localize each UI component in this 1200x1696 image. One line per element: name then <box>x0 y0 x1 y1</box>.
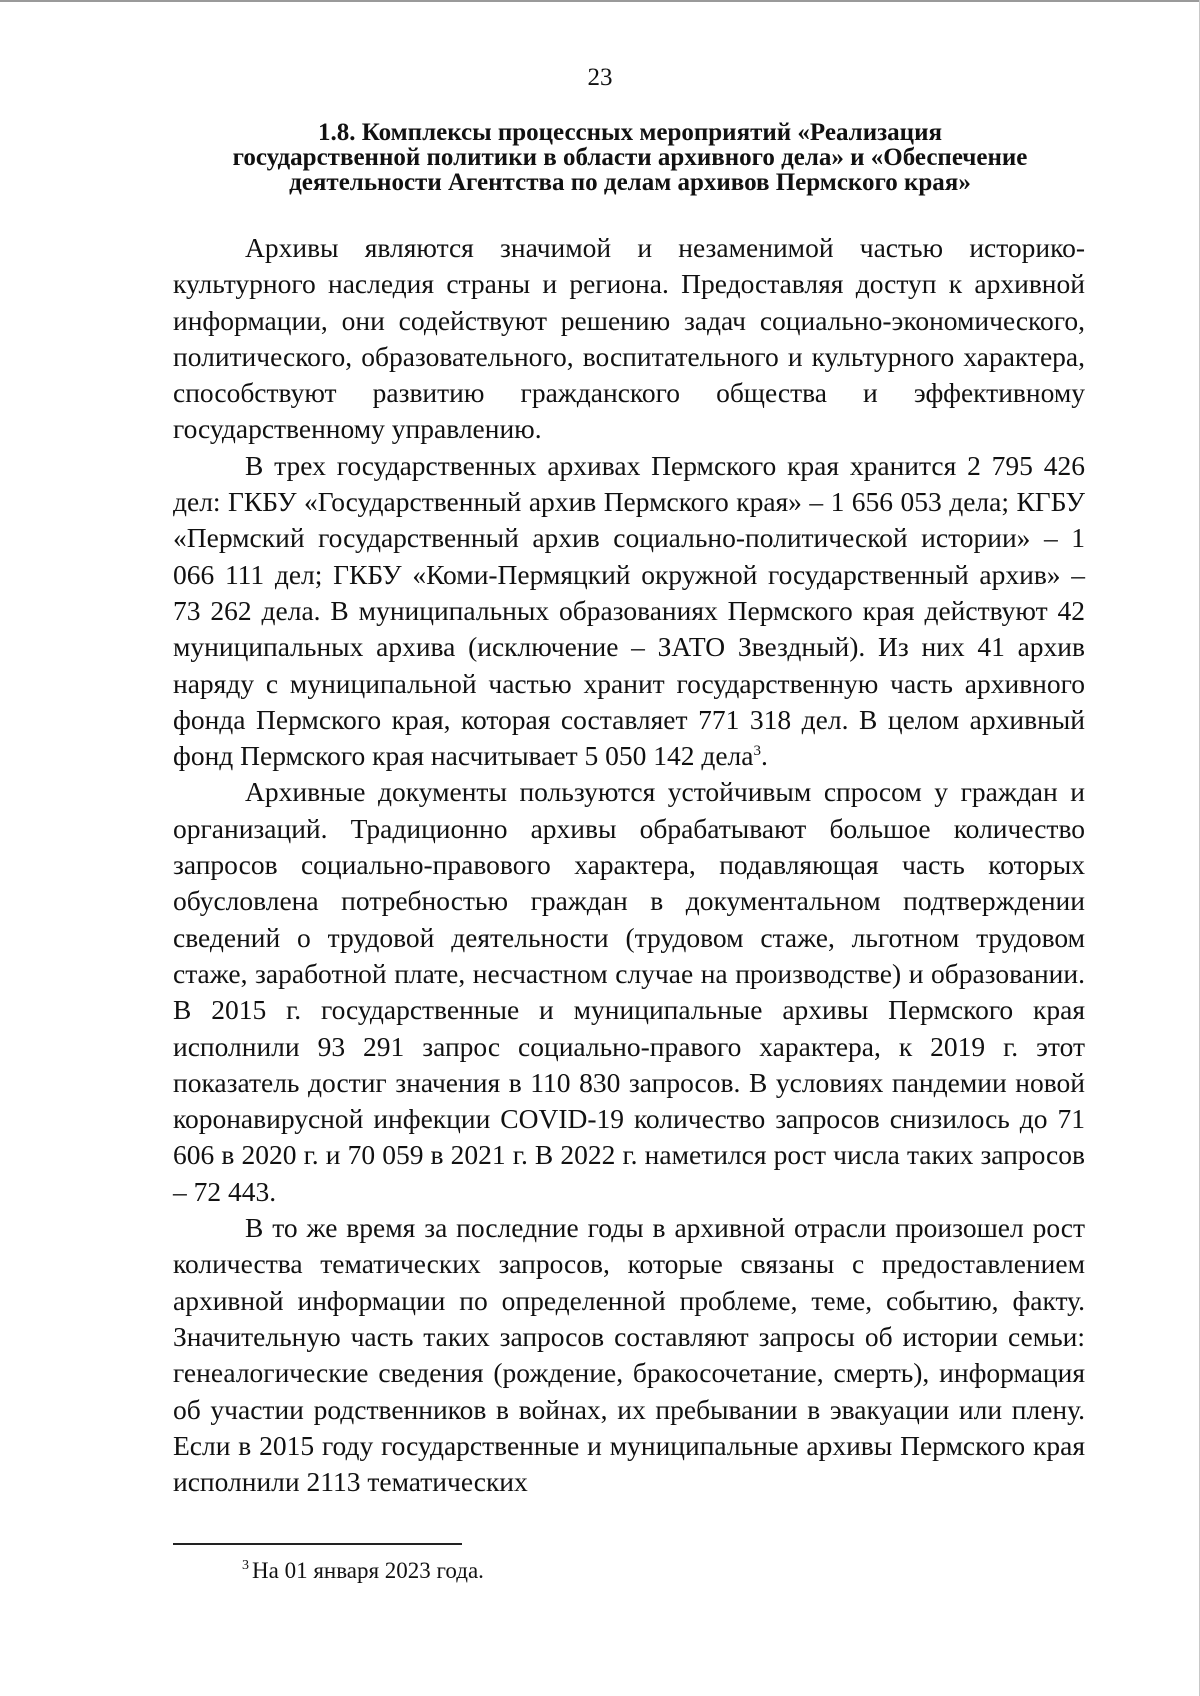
body-text <box>173 230 1085 1500</box>
heading-line: деятельности Агентства по делам архивов Пермского края» <box>289 169 971 196</box>
paragraph-thematic-requests: В то же время за последние годы в архивной отрасли произошел рост количества тематических запросов, которые связаны с предоставлением архивной информации по определенной проблеме, теме, событию, факту. Значительную часть таких запросов составляют запросы об истории семьи: генеалогические сведения (рождение, бракосочетание, смерть), информация об участии родственников в войнах, их пребывании в эвакуации или плену. Если в 2015 году государственные и муниципальные архивы Пермского края исполнили 2113 тематических <box>173 1212 1085 1498</box>
paragraph-archive-holdings <box>173 448 1085 775</box>
footnote <box>242 1556 484 1586</box>
footnote-marker: 3 <box>242 1558 249 1574</box>
page-number: 23 <box>587 64 613 91</box>
heading-line: 1.8. Комплексы процессных мероприятий «Реализация <box>317 119 942 146</box>
section-heading <box>165 120 1095 195</box>
footnote-reference: 3 <box>753 743 761 759</box>
paragraph-end: . <box>760 740 768 772</box>
heading-line: государственной политики в области архивного дела» и «Обеспечение <box>232 144 1028 171</box>
page-top-edge <box>0 0 1200 2</box>
footnote-separator <box>173 1543 462 1545</box>
paragraph-social-legal-requests: Архивные документы пользуются устойчивым спросом у граждан и организаций. Традиционно архивы обрабатывают большое количество запросов социально-правового характера, подавляющая часть которых обусловлена потребностью граждан в документальном подтверждении сведений о трудовой деятельности (трудовом стаже, льготном трудовом стаже, заработной плате, несчастном случае на производстве) и образовании. В 2015 г. государственные и муниципальные архивы Пермского края исполнили 93 291 запрос социально-правого характера, к 2019 г. этот показатель достиг значения в 110 830 запросов. В условиях пандемии новой коронавирусной инфекции COVID-19 количество запросов снизилось до 71 606 в 2020 г. и 70 059 в 2021 г. В 2022 г. наметился рост числа таких запросов – 72 443. <box>173 776 1085 1207</box>
paragraph-archives-significance: Архивы являются значимой и незаменимой частью историко-культурного наследия страны и региона. Предоставляя доступ к архивной информации, они содействуют решению задач социально-экономического, политического, образовательного, воспитательного и культурного характера, способствуют развитию гражданского общества и эффективному государственному управлению. <box>173 232 1085 445</box>
footnote-text: На 01 января 2023 года. <box>252 1558 484 1583</box>
paragraph-text: В трех государственных архивах Пермского края хранится 2 795 426 дел: ГКБУ «Государственный архив Пермского края» – 1 656 053 дела; КГБУ «Пермский государственный архив социально-политической истории» – 1 066 111 дел; ГКБУ «Коми-Пермяцкий окружной государственный архив» – 73 262 дела. В муниципальных образованиях Пермского края действуют 42 муниципальных архива (исключение – ЗАТО Звездный). Из них 41 архив наряду с муниципальной частью хранит государственную часть архивного фонда Пермского края, которая составляет 771 318 дел. В целом архивный фонд Пермского края насчитывает 5 050 142 дела <box>173 449 1085 772</box>
